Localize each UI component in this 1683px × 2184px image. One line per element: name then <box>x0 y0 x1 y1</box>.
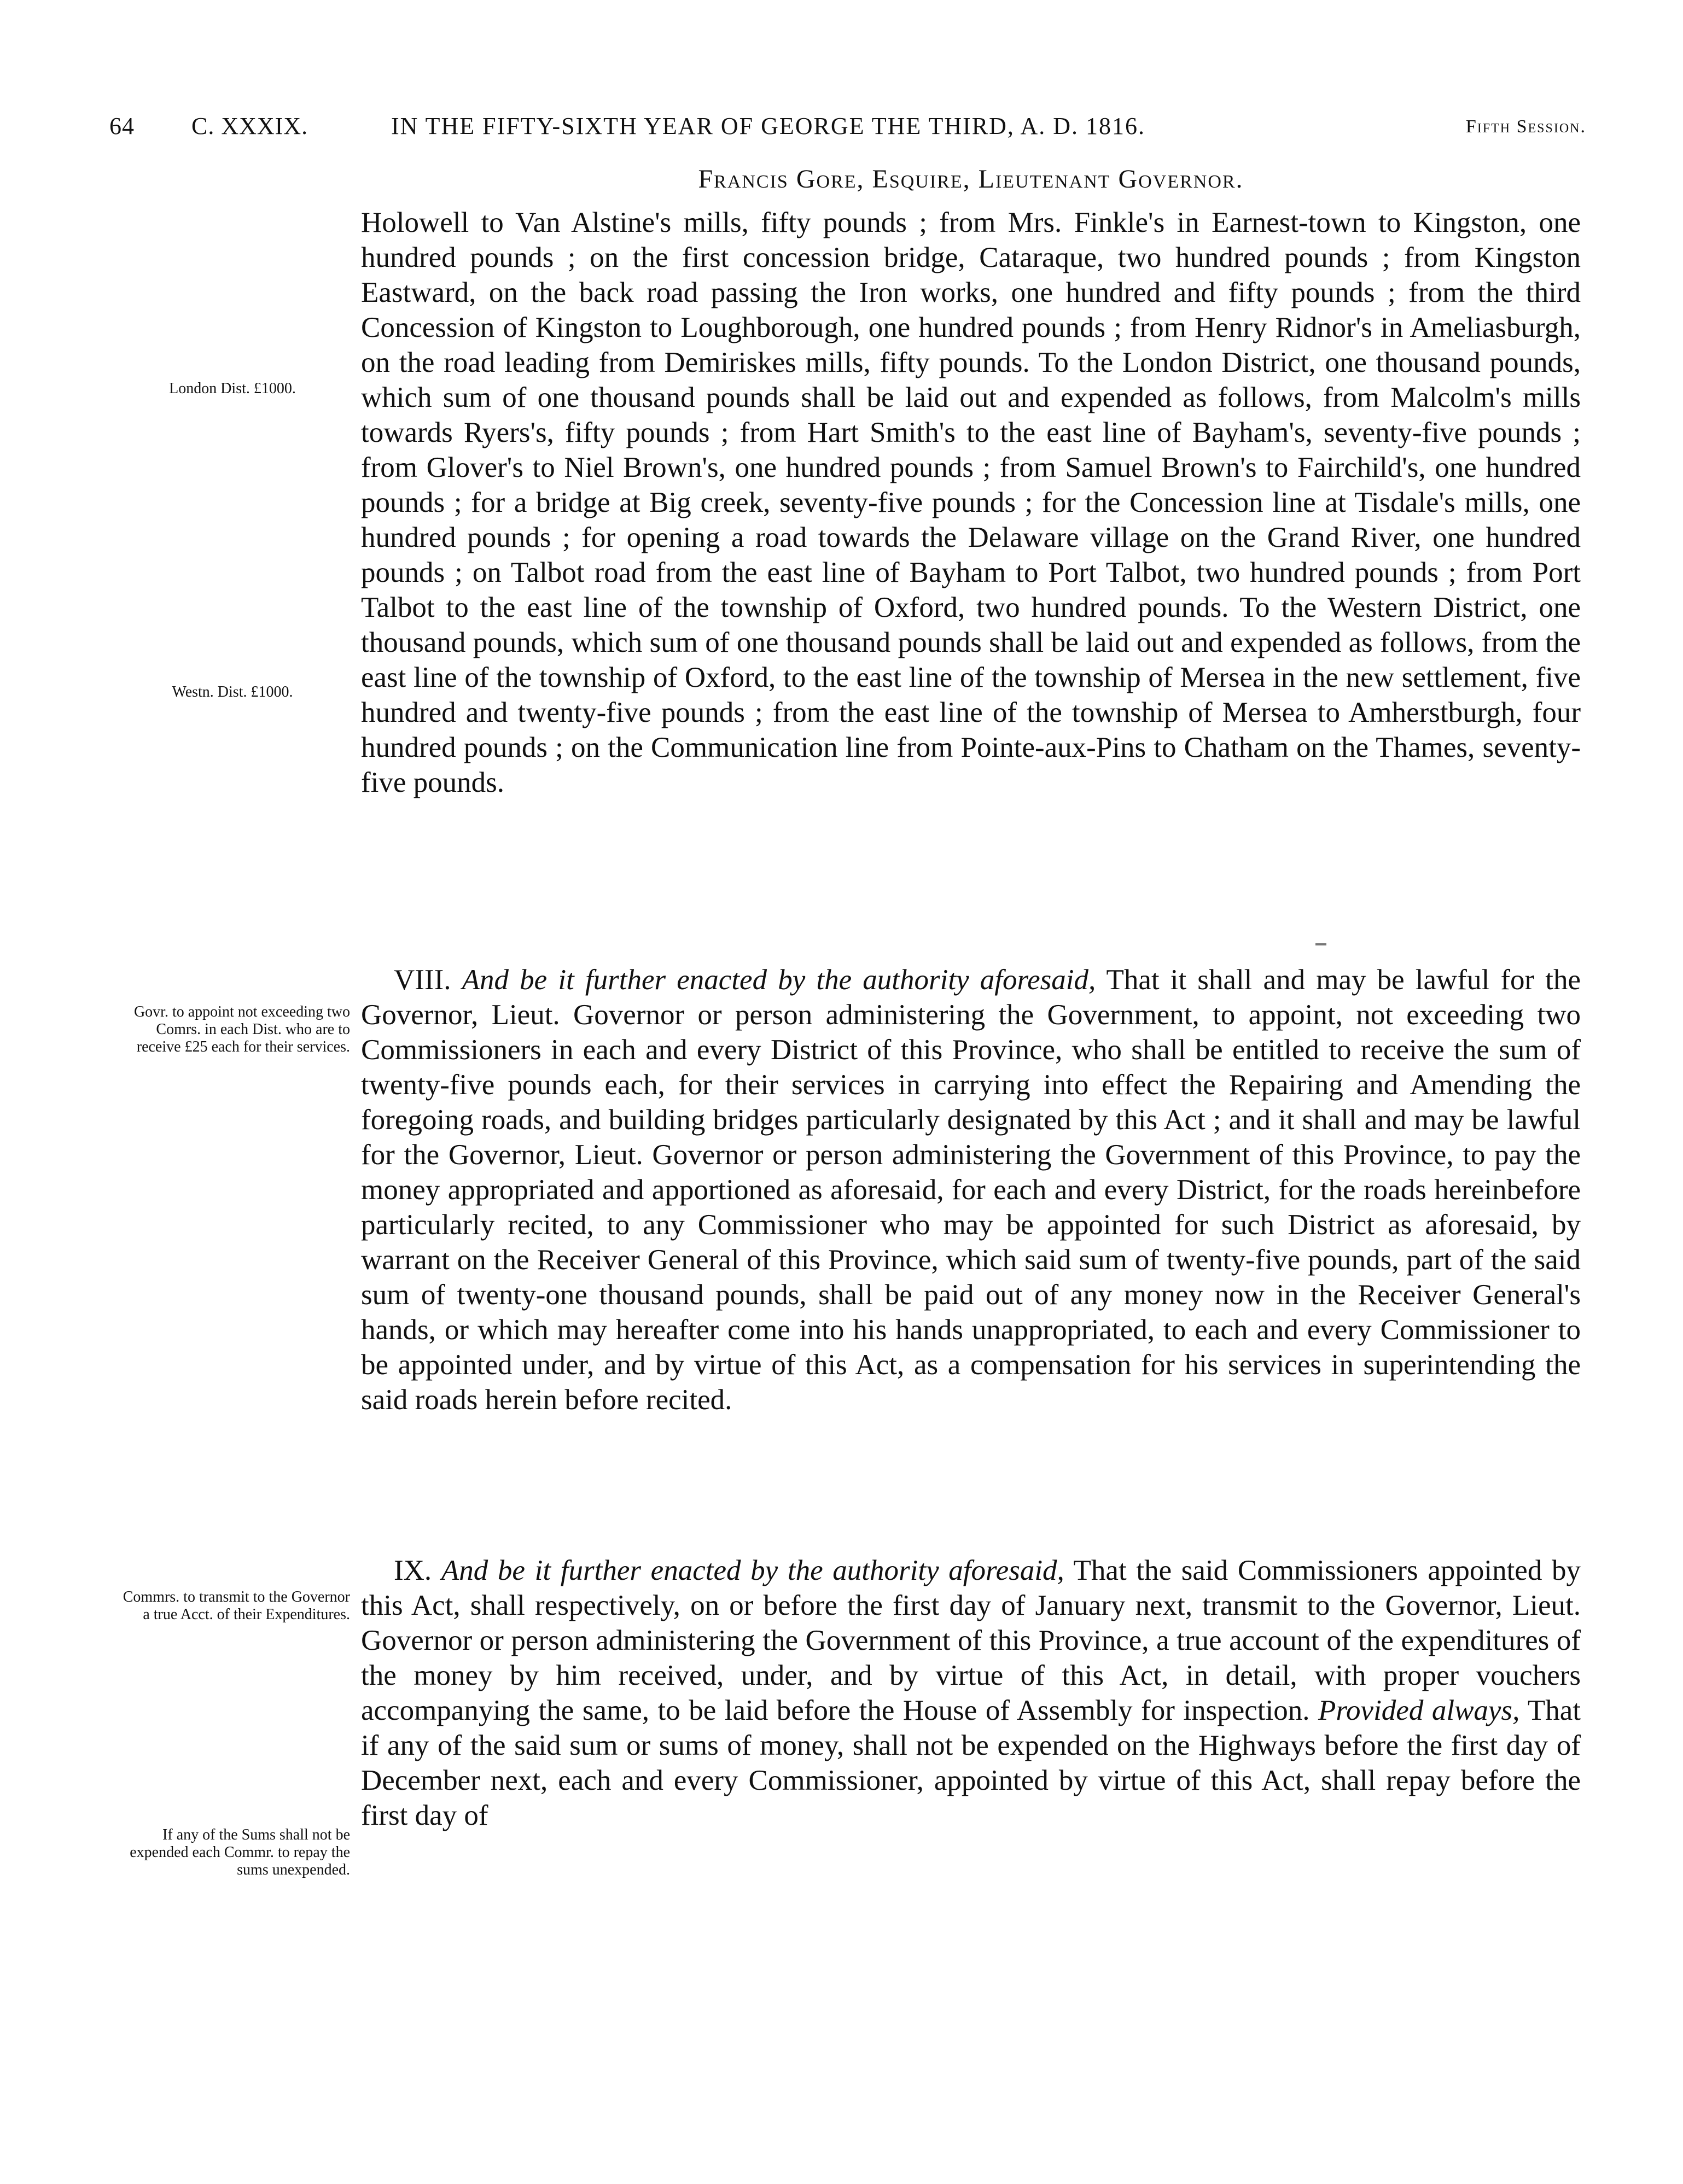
section-text: That the said Commissioners appointed by this Act, shall respectively, on or before the first day of January next, transmit to the Governor, Lieut. Governor or person administering the Government of this Province, a true account of the expenditures of the money by him received, under, and by virtue of this Act, in detail, with proper vouchers accompanying the same, to be laid before the House of Assembly for inspection. <box>361 1555 1581 1726</box>
running-title: IN THE FIFTY-SIXTH YEAR OF GEORGE THE THIRD, A. D. 1816. <box>391 113 1146 139</box>
enacting-clause: And be it further enacted by the authority aforesaid, <box>462 964 1096 996</box>
paragraph-text: Holowell to Van Alstine's mills, fifty pounds ; from Mrs. Finkle's in Earnest-town to Kingston, one hundred pounds ; on the first concession bridge, Cataraque, two hundred pounds ; from Kingston Eastward, on the back road passing the Iron works, one hundred and fifty pounds ; from the third Concession of Kingston to Loughborough, one hundred pounds ; from Henry Ridnor's in Ameliasburgh, on the road leading from Demiriskes mills, fifty pounds. To the London District, one thousand pounds, which sum of one thousand pounds shall be laid out and expended as follows, from Malcolm's mills towards Ryers's, fifty pounds ; from Hart Smith's to the east line of Bayham's, seventy-five pounds ; from Glover's to Niel Brown's, one hundred pounds ; from Samuel Brown's to Fairchild's, one hundred pounds ; for a bridge at Big creek, seventy-five pounds ; for the Concession line at Tisdale's mills, one hundred pounds ; for opening a road towards the Delaware village on the Grand River, one hundred pounds ; on Talbot road from the east line of Bayham to Port Talbot, two hundred pounds ; from Port Talbot to the east line of the township of Oxford, two hundred pounds. To the Western District, one thousand pounds, which sum of one thousand pounds shall be laid out and expended as follows, from the east line of the township of Oxford, to the east line of the township of Mersea in the new settlement, five hundred and twenty-five pounds ; from the east line of the township of Mersea to Amherstburgh, four hundred pounds ; on the Communication line from Pointe-aux-Pins to Chatham on the Thames, seventy-five pounds. <box>361 207 1581 798</box>
running-head <box>109 112 1586 150</box>
session-label: Fifth Session. <box>1465 116 1586 137</box>
paragraph-continuation <box>361 205 1581 800</box>
section-text-continued: That if any of the said sum or sums of money, shall not be expended on the Highways before the first day of December next, each and every Commissioner, appointed by virtue of this Act, shall repay before the first day of <box>361 1695 1581 1831</box>
governor-line: Francis Gore, Esquire, Lieutenant Governor. <box>698 165 1244 194</box>
section-divider <box>1315 943 1326 945</box>
section-8 <box>361 962 1581 1417</box>
margin-note-sums-unexpended: If any of the Sums shall not be expended each Commr. to repay the sums unexpended. <box>130 1826 350 1878</box>
section-number: VIII. <box>394 964 451 996</box>
margin-note-london: London Dist. £1000. <box>169 380 296 397</box>
enacting-clause: And be it further enacted by the authority aforesaid, <box>441 1555 1064 1586</box>
section-8-paragraph <box>361 962 1581 1417</box>
section-number: IX. <box>394 1555 432 1586</box>
section-9 <box>361 1553 1581 1833</box>
proviso-clause: Provided always, <box>1318 1695 1520 1726</box>
margin-note-commrs-transmit: Commrs. to transmit to the Governor a true Acct. of their Expenditures. <box>123 1589 350 1623</box>
section-9-paragraph <box>361 1553 1581 1833</box>
chapter-number: C. XXXIX. <box>191 113 308 139</box>
section-text: That it shall and may be lawful for the Governor, Lieut. Governor or person administering the Government, to appoint, not exceeding two Commissioners in each and every District of this Province, who shall be entitled to receive the sum of twenty-five pounds each, for their services in carrying into effect the Repairing and Amending the foregoing roads, and building bridges particularly designated by this Act ; and it shall and may be lawful for the Governor, Lieut. Governor or person administering the Government of this Province, to pay the money appropriated and apportioned as aforesaid, for each and every District, for the roads hereinbefore particularly recited, to any Commissioner who may be appointed for such District as aforesaid, by warrant on the Receiver General of this Province, which said sum of twenty-five pounds, part of the said sum of twenty-one thousand pounds, shall be paid out of any money now in the Receiver General's hands, or which may hereafter come into his hands unappropriated, to each and every Commissioner to be appointed under, and by virtue of this Act, as a compensation for his services in superintending the said roads herein before recited. <box>361 964 1581 1416</box>
margin-note-govr-appoint: Govr. to appoint not exceeding two Comrs. in each Dist. who are to receive £25 each for their services. <box>133 1003 350 1055</box>
margin-note-western: Westn. Dist. £1000. <box>172 684 293 700</box>
page-number: 64 <box>109 113 135 139</box>
